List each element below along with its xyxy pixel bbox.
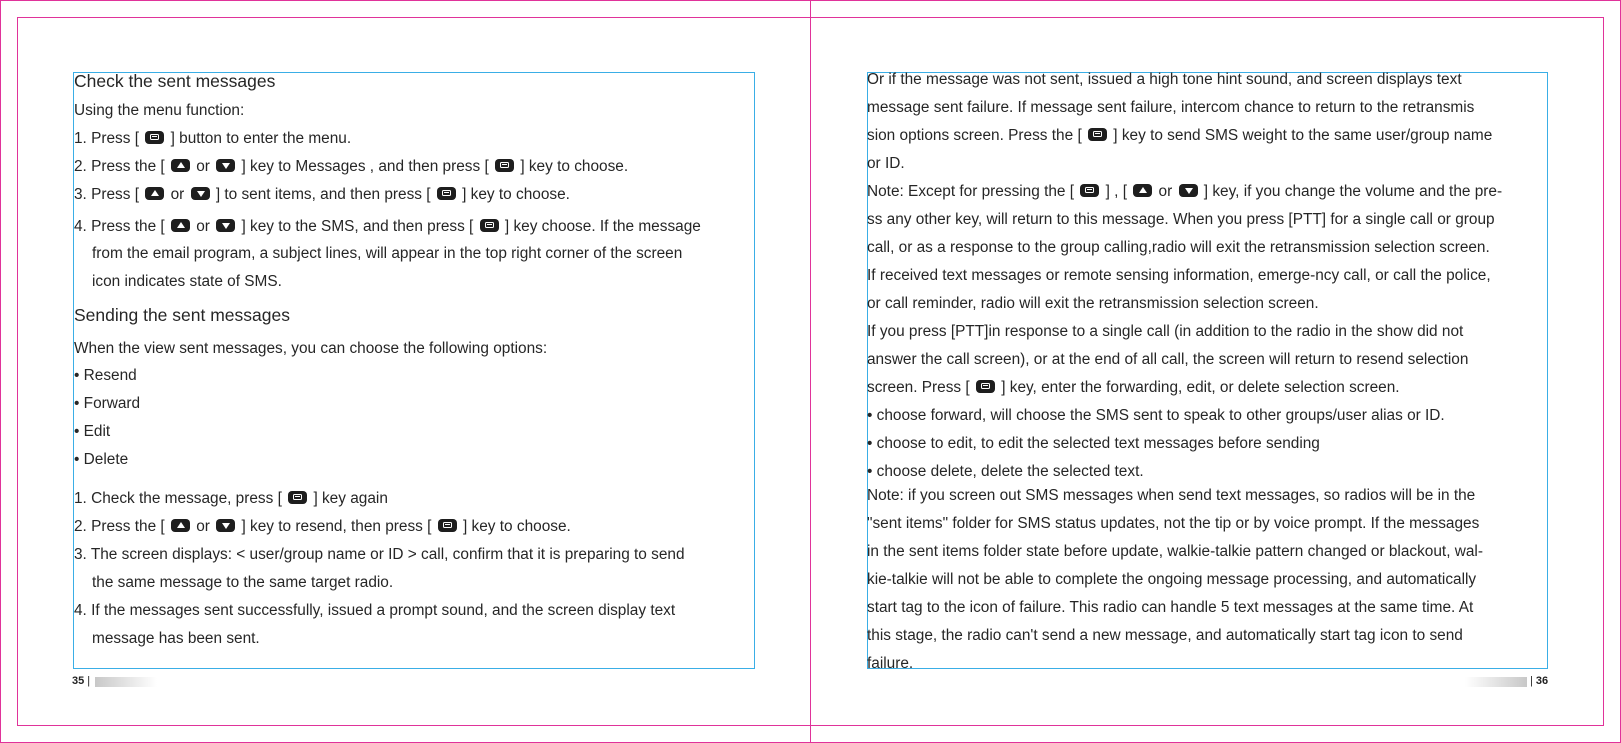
note-2-line-4: kie-talkie will not be able to complete the ongoing message processing, and automatically: [867, 571, 1477, 588]
step-text: ] key to choose.: [520, 158, 629, 175]
menu-key-icon: [438, 519, 457, 532]
paragraph-2-line-1: If you press [PTT]in response to a single call (in addition to the radio in the show did not: [867, 323, 1464, 340]
note-1-line-2: ss any other key, will return to this message. When you press [PTT] for a single call or group: [867, 211, 1495, 228]
step-text: 1. Check the message, press [: [74, 490, 282, 507]
menu-key-icon: [288, 491, 307, 504]
step-text: ] key to Messages , and then press [: [241, 158, 489, 175]
or-text: or: [196, 518, 210, 535]
up-key-icon: [145, 187, 164, 200]
step-text: ] to sent items, and then press [: [215, 186, 431, 203]
step-2: [74, 158, 628, 176]
menu-key-icon: [1080, 184, 1099, 197]
sending-step-3: 3. The screen displays: < user/group name or ID > call, confirm that it is preparing to send: [74, 546, 685, 563]
spine-line: [810, 0, 811, 743]
step-3: [74, 186, 570, 204]
section-heading-check: Check the sent messages: [74, 71, 276, 91]
menu-key-icon: [1088, 128, 1107, 141]
note-text: ] key, if you change the volume and the pre-: [1203, 183, 1503, 200]
paragraph-1-line-3: [867, 127, 1492, 145]
option-delete: • Delete: [74, 451, 129, 468]
or-text: or: [170, 186, 185, 203]
menu-key-icon: [495, 159, 514, 172]
page-number-right: | 36: [1530, 675, 1549, 687]
note-2-line-3: in the sent items folder state before update, walkie-talkie pattern changed or blackout, wal-: [867, 543, 1483, 560]
step-text: ] key to the SMS, and then press [: [241, 218, 474, 235]
step-text: ] key to resend, then press [: [241, 518, 432, 535]
note-text: Note: Except for pressing the [: [867, 183, 1075, 200]
menu-key-icon: [437, 187, 456, 200]
bullet-delete: • choose delete, delete the selected text.: [867, 463, 1144, 480]
note-2-line-6: this stage, the radio can't send a new message, and automatically start tag icon to send: [867, 627, 1463, 644]
step-text: ] key to choose.: [462, 518, 571, 535]
intro-text: Using the menu function:: [74, 102, 245, 119]
note-text: ] , [: [1105, 183, 1127, 200]
paragraph-1-line-2: message sent failure. If message sent failure, intercom chance to return to the retransmis: [867, 99, 1475, 116]
note-1-line-3: call, or as a response to the group calling,radio will exit the retransmission selection screen.: [867, 239, 1490, 256]
step-text: ] key choose. If the message: [504, 218, 701, 235]
note-2-line-1: Note: if you screen out SMS messages when send text messages, so radios will be in the: [867, 487, 1476, 504]
step-4-line-2: from the email program, a subject lines, will appear in the top right corner of the screen: [92, 245, 683, 262]
note-2-line-2: "sent items" folder for SMS status updates, not the tip or by voice prompt. If the messages: [867, 515, 1480, 532]
sending-step-4: 4. If the messages sent successfully, issued a prompt sound, and the screen display text: [74, 602, 676, 619]
para-text: sion options screen. Press the [: [867, 127, 1082, 144]
step-text: 2. Press the [: [74, 158, 165, 175]
up-key-icon: [1133, 184, 1152, 197]
note-1-line-5: or call reminder, radio will exit the retransmission selection screen.: [867, 295, 1319, 312]
page-number-left: 35 |: [72, 675, 91, 687]
para-text: screen. Press [: [867, 379, 970, 396]
sending-step-2: [74, 518, 571, 536]
bullet-forward: • choose forward, will choose the SMS sent to speak to other groups/user alias or ID.: [867, 407, 1445, 424]
up-key-icon: [171, 219, 190, 232]
step-text: 3. Press [: [74, 186, 140, 203]
sending-step-1: [74, 490, 388, 508]
sending-step-4-line-2: message has been sent.: [92, 630, 260, 647]
step-4-line-3: icon indicates state of SMS.: [92, 273, 282, 290]
footer-gradient-bar: [1465, 677, 1527, 687]
menu-key-icon: [480, 219, 499, 232]
option-forward: • Forward: [74, 395, 141, 412]
paragraph-2-line-3: [867, 379, 1400, 397]
para-text: ] key, enter the forwarding, edit, or delete selection screen.: [1001, 379, 1400, 396]
note-2-line-5: start tag to the icon of failure. This radio can handle 5 text messages at the same time. At: [867, 599, 1474, 616]
note-2-line-7: failure.: [867, 655, 914, 672]
paragraph-1-line-4: or ID.: [867, 155, 905, 172]
down-key-icon: [1179, 184, 1198, 197]
option-resend: • Resend: [74, 367, 137, 384]
step-text: ] key to choose.: [462, 186, 570, 203]
or-text: or: [196, 158, 210, 175]
up-key-icon: [171, 519, 190, 532]
options-intro: When the view sent messages, you can choose the following options:: [74, 340, 548, 357]
step-1: [74, 130, 351, 148]
step-text: 1. Press [: [74, 130, 140, 147]
step-text: 2. Press the [: [74, 518, 165, 535]
section-heading-sending: Sending the sent messages: [74, 305, 290, 325]
down-key-icon: [191, 187, 210, 200]
step-text: 4. Press the [: [74, 218, 165, 235]
step-4: [74, 218, 701, 236]
down-key-icon: [216, 219, 235, 232]
down-key-icon: [216, 159, 235, 172]
bullet-edit: • choose to edit, to edit the selected text messages before sending: [867, 435, 1320, 452]
page-number-text: 35: [72, 675, 85, 687]
menu-key-icon: [976, 380, 995, 393]
up-key-icon: [171, 159, 190, 172]
step-text: ] button to enter the menu.: [170, 130, 352, 147]
option-edit: • Edit: [74, 423, 111, 440]
paragraph-1-line-1: Or if the message was not sent, issued a high tone hint sound, and screen displays text: [867, 71, 1462, 88]
page-number-text: 36: [1535, 675, 1549, 687]
or-text: or: [196, 218, 210, 235]
or-text: or: [1158, 183, 1173, 200]
note-1-line-4: If received text messages or remote sensing information, emerge-ncy call, or call the police,: [867, 267, 1491, 284]
footer-gradient-bar: [95, 677, 157, 687]
note-1-line-1: [867, 183, 1502, 201]
sending-step-3-line-2: the same message to the same target radio.: [92, 574, 394, 591]
paragraph-2-line-2: answer the call screen), or at the end of all call, the screen will return to resend selection: [867, 351, 1469, 368]
down-key-icon: [216, 519, 235, 532]
step-text: ] key again: [313, 490, 388, 507]
menu-key-icon: [145, 131, 164, 144]
para-text: ] key to send SMS weight to the same user/group name: [1113, 127, 1493, 144]
